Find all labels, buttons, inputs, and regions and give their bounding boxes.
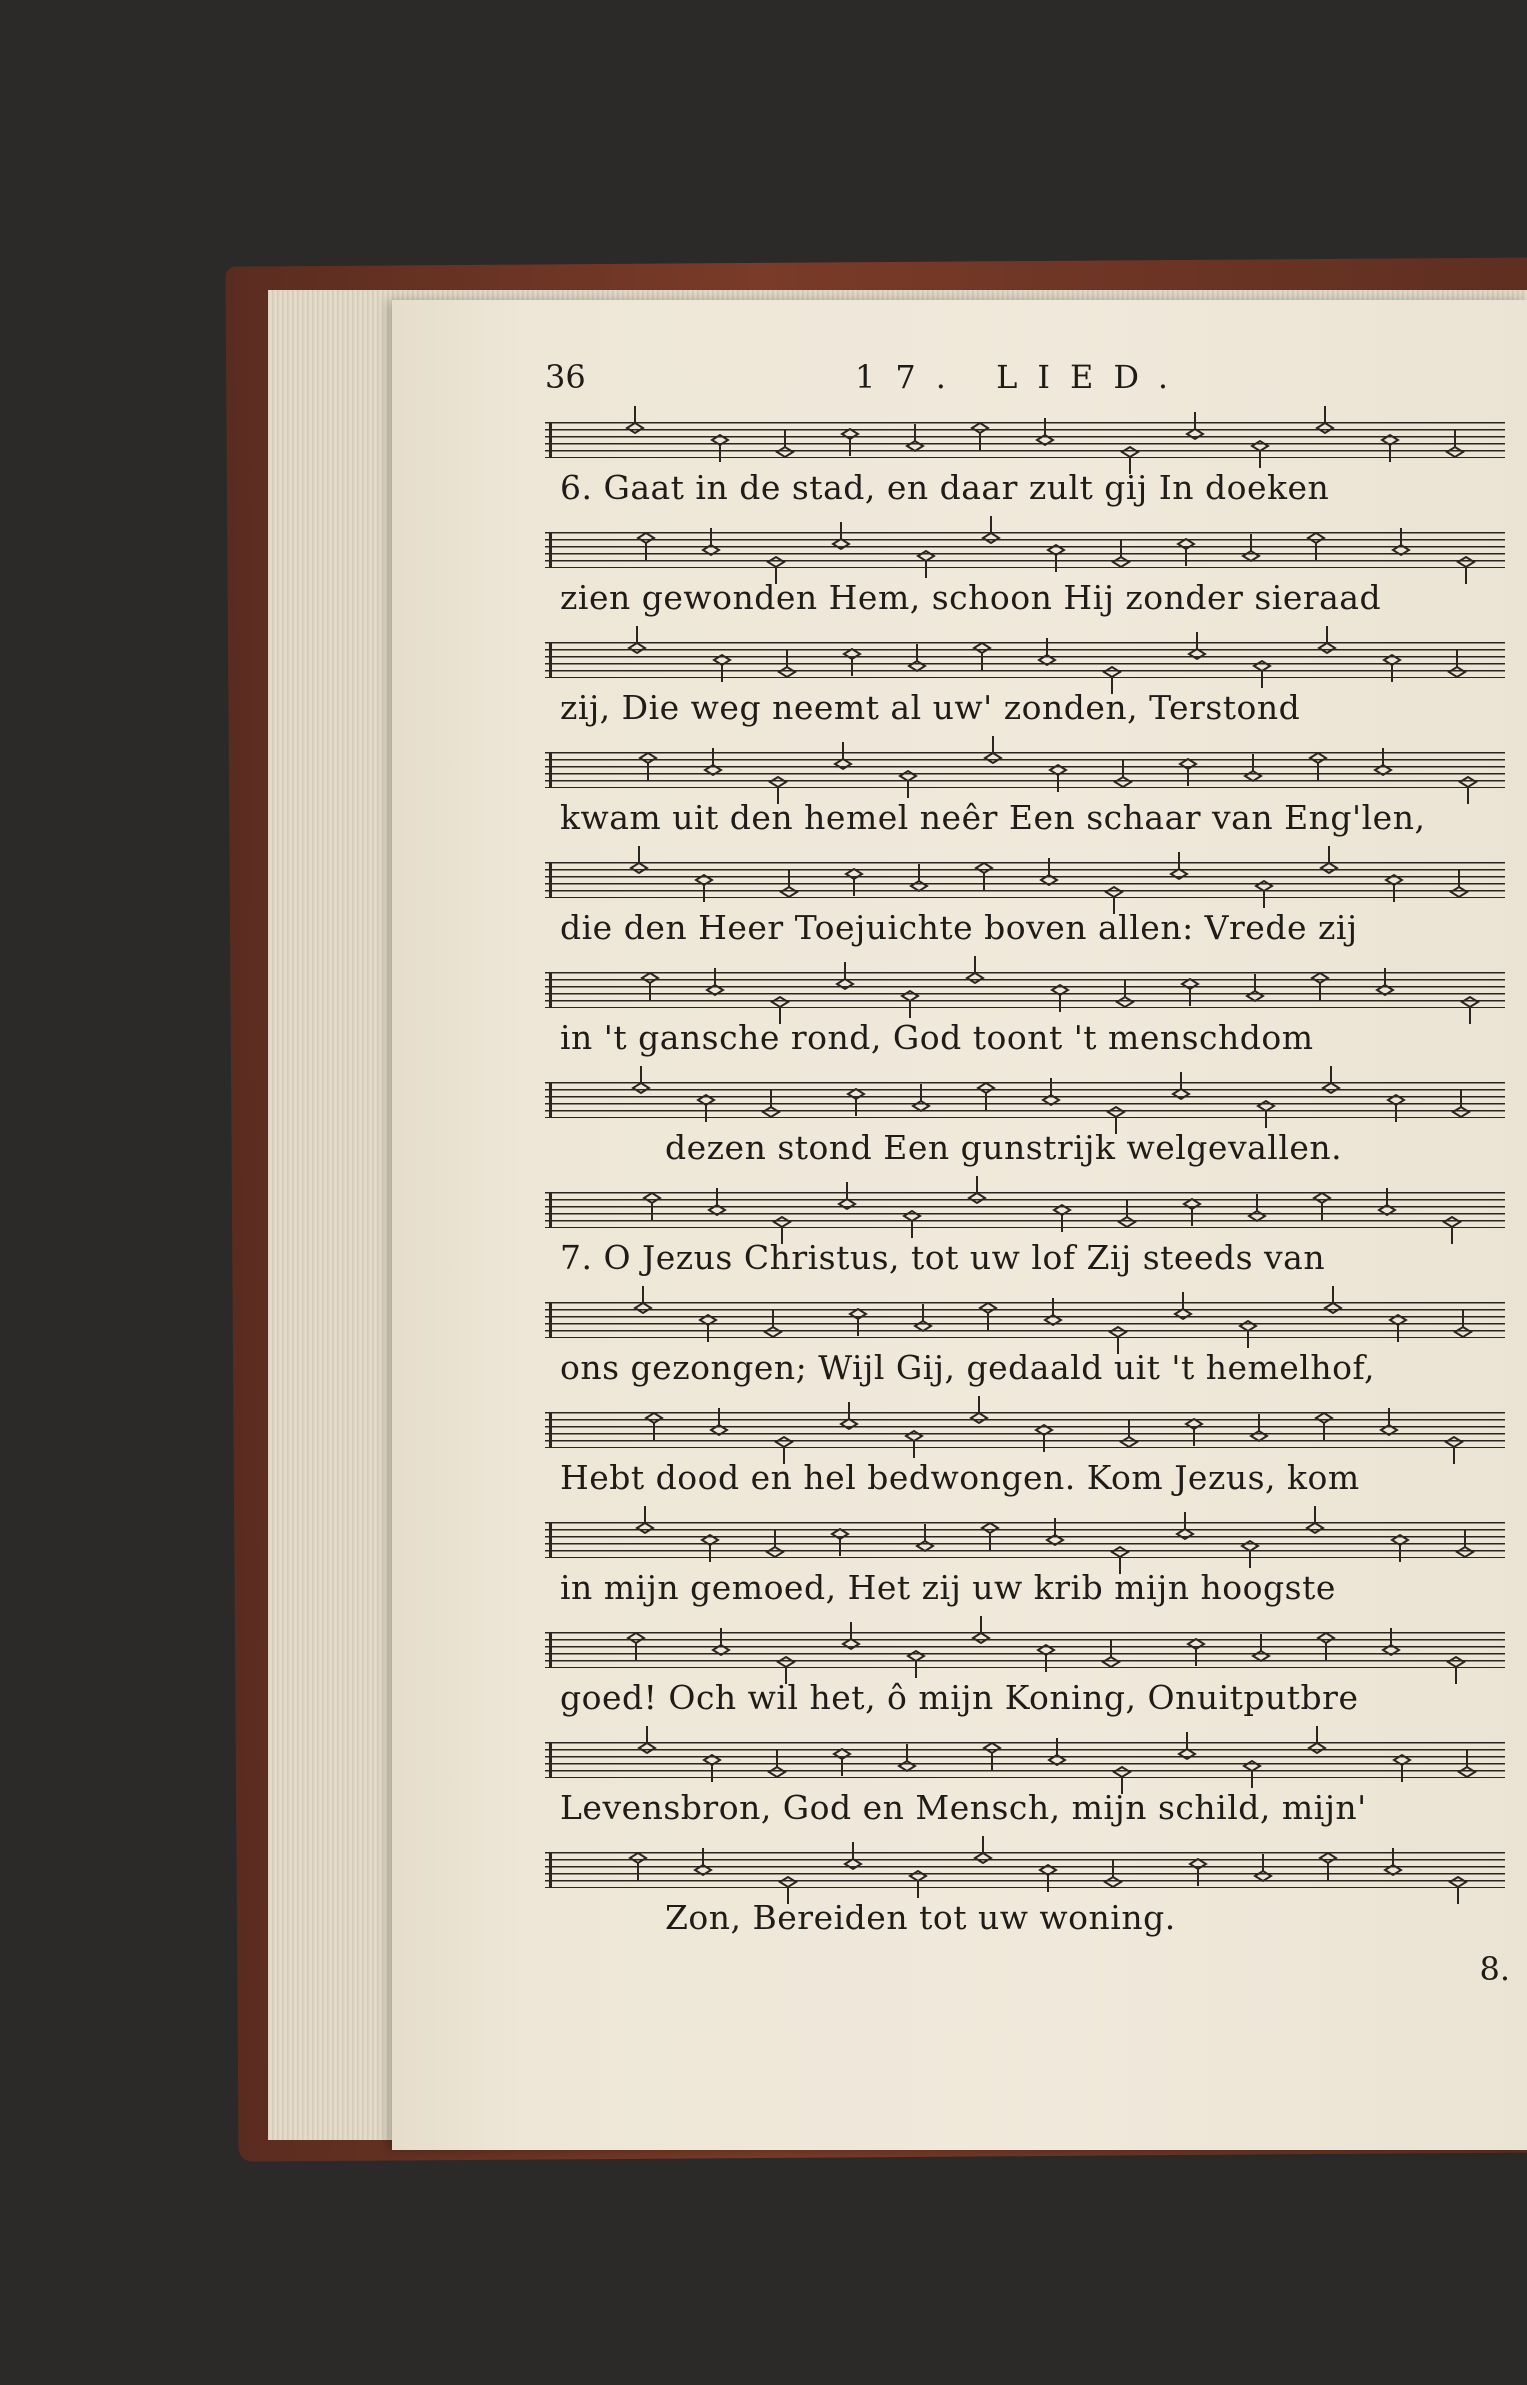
music-staff [545, 1082, 1505, 1118]
note-head-icon [765, 1310, 781, 1337]
note-head-icon [638, 533, 654, 560]
note-head-icon [975, 1836, 991, 1863]
music-staff [545, 972, 1505, 1008]
note-head-icon [835, 742, 851, 769]
note-head-icon [1320, 1853, 1336, 1880]
music-staff [545, 1852, 1505, 1888]
lyric-line: zien gewonden Hem, schoon Hij zonder sieraad [560, 578, 1382, 617]
note-head-icon [1052, 985, 1068, 1012]
lyric-line: zij, Die weg neemt al uw' zonden, Terstond [560, 688, 1301, 727]
music-system [545, 1620, 1505, 1730]
note-head-icon [1256, 881, 1272, 908]
note-head-icon [1393, 528, 1409, 555]
note-head-icon [1321, 846, 1337, 873]
note-head-icon [971, 1396, 987, 1423]
note-head-icon [1103, 1640, 1119, 1667]
note-head-icon [1319, 626, 1335, 653]
note-head-icon [1177, 1512, 1193, 1539]
note-head-icon [978, 1083, 994, 1110]
note-head-icon [983, 516, 999, 543]
music-system [545, 1400, 1505, 1510]
note-head-icon [918, 551, 934, 578]
note-head-icon [1179, 1732, 1195, 1759]
staff-bracket [549, 422, 552, 458]
note-head-icon [906, 1431, 922, 1458]
lyric-line: ons gezongen; Wijl Gij, gedaald uit 't hemelhof, [560, 1348, 1376, 1387]
note-head-icon [848, 1089, 864, 1116]
note-head-icon [1392, 1535, 1408, 1562]
note-head-icon [1190, 1859, 1206, 1886]
note-head-icon [900, 771, 916, 798]
note-head-icon [1045, 1298, 1061, 1325]
note-head-icon [843, 1622, 859, 1649]
note-head-icon [698, 1095, 714, 1122]
note-head-icon [846, 869, 862, 896]
page-content [545, 350, 1510, 2000]
note-head-icon [1323, 1066, 1339, 1093]
lyric-line: Hebt dood en hel bedwongen. Kom Jezus, kom [560, 1458, 1360, 1497]
note-head-icon [1178, 539, 1194, 566]
note-head-icon [917, 1524, 933, 1551]
note-head-icon [837, 962, 853, 989]
note-head-icon [1048, 545, 1064, 572]
note-head-icon [842, 429, 858, 456]
note-head-icon [1037, 418, 1053, 445]
note-head-icon [907, 424, 923, 451]
note-head-icon [1054, 1205, 1070, 1232]
note-head-icon [833, 522, 849, 549]
staff-bracket [549, 1082, 552, 1118]
note-head-icon [1385, 1848, 1401, 1875]
note-head-icon [1318, 1633, 1334, 1660]
note-head-icon [1173, 1072, 1189, 1099]
lyric-line: in 't gansche rond, God toont 't menschdom [560, 1018, 1314, 1057]
note-head-icon [1041, 858, 1057, 885]
note-head-icon [1186, 1419, 1202, 1446]
note-head-icon [1258, 1101, 1274, 1128]
note-head-icon [779, 650, 795, 677]
note-head-icon [1451, 870, 1467, 897]
note-head-icon [980, 1303, 996, 1330]
note-head-icon [1455, 1310, 1471, 1337]
note-head-icon [1113, 540, 1129, 567]
note-head-icon [1249, 1194, 1265, 1221]
staff-bracket [549, 1192, 552, 1228]
note-head-icon [976, 863, 992, 890]
note-head-icon [1240, 1321, 1256, 1348]
note-head-icon [904, 1211, 920, 1238]
note-head-icon [1459, 1750, 1475, 1777]
note-head-icon [1379, 1188, 1395, 1215]
note-head-icon [1040, 1865, 1056, 1892]
music-staff [545, 1742, 1505, 1778]
note-head-icon [839, 1182, 855, 1209]
note-head-icon [1187, 412, 1203, 439]
note-head-icon [1039, 638, 1055, 665]
lyric-line: kwam uit den hemel neêr Een schaar van Eng'len, [560, 798, 1426, 837]
note-head-icon [640, 753, 656, 780]
note-head-icon [850, 1309, 866, 1336]
staff-bracket [549, 1742, 552, 1778]
note-head-icon [1390, 1315, 1406, 1342]
note-head-icon [1457, 1530, 1473, 1557]
music-system [545, 1730, 1505, 1840]
note-head-icon [704, 1755, 720, 1782]
note-head-icon [1309, 1726, 1325, 1753]
note-head-icon [709, 1188, 725, 1215]
note-head-icon [909, 644, 925, 671]
staff-bracket [549, 1852, 552, 1888]
note-head-icon [711, 1408, 727, 1435]
lyric-line: Zon, Bereiden tot uw woning. [665, 1898, 1176, 1937]
note-head-icon [1171, 852, 1187, 879]
music-system [545, 960, 1505, 1070]
note-head-icon [1184, 1199, 1200, 1226]
note-head-icon [763, 1090, 779, 1117]
note-head-icon [832, 1529, 848, 1556]
note-head-icon [1047, 1518, 1063, 1545]
note-head-icon [707, 968, 723, 995]
note-head-icon [974, 643, 990, 670]
note-head-icon [1242, 1541, 1258, 1568]
note-head-icon [1310, 753, 1326, 780]
note-head-icon [695, 1848, 711, 1875]
music-staff [545, 422, 1505, 458]
note-head-icon [1043, 1078, 1059, 1105]
music-system [545, 850, 1505, 960]
note-head-icon [973, 1616, 989, 1643]
note-head-icon [1251, 1414, 1267, 1441]
music-staff [545, 532, 1505, 568]
note-head-icon [1117, 980, 1133, 1007]
note-head-icon [1243, 534, 1259, 561]
note-head-icon [984, 1743, 1000, 1770]
note-head-icon [899, 1744, 915, 1771]
music-staff [545, 1632, 1505, 1668]
note-head-icon [1255, 1854, 1271, 1881]
note-head-icon [712, 435, 728, 462]
music-system [545, 410, 1505, 520]
catchword: 8. [1479, 1950, 1510, 1988]
note-head-icon [627, 406, 643, 433]
lyric-line: goed! Och wil het, ô mijn Koning, Onuitputbre [560, 1678, 1359, 1717]
note-head-icon [637, 1506, 653, 1533]
music-system [545, 520, 1505, 630]
note-head-icon [1180, 759, 1196, 786]
music-system [545, 1840, 1505, 1950]
staff-bracket [549, 1522, 552, 1558]
staff-bracket [549, 972, 552, 1008]
note-head-icon [913, 1084, 929, 1111]
staff-bracket [549, 1632, 552, 1668]
note-head-icon [1317, 406, 1333, 433]
note-head-icon [1254, 661, 1270, 688]
music-system [545, 1510, 1505, 1620]
note-head-icon [908, 1651, 924, 1678]
note-head-icon [1188, 1639, 1204, 1666]
note-head-icon [1049, 1738, 1065, 1765]
lyric-line: Levensbron, God en Mensch, mijn schild, mijn' [560, 1788, 1367, 1827]
note-head-icon [915, 1304, 931, 1331]
note-head-icon [1121, 1420, 1137, 1447]
note-head-icon [1381, 1408, 1397, 1435]
lyric-line: in mijn gemoed, Het zij uw krib mijn hoogste [560, 1568, 1336, 1607]
lyric-line: 6. Gaat in de stad, en daar zult gij In doeken [560, 468, 1330, 507]
music-system [545, 630, 1505, 740]
note-head-icon [1307, 1506, 1323, 1533]
note-head-icon [1394, 1755, 1410, 1782]
note-head-icon [696, 875, 712, 902]
note-head-icon [1038, 1645, 1054, 1672]
note-head-icon [1453, 1090, 1469, 1117]
note-head-icon [844, 649, 860, 676]
note-head-icon [1119, 1200, 1135, 1227]
note-head-icon [700, 1315, 716, 1342]
note-head-icon [1384, 655, 1400, 682]
staff-bracket [549, 1302, 552, 1338]
note-head-icon [967, 956, 983, 983]
note-head-icon [910, 1871, 926, 1898]
note-head-icon [781, 870, 797, 897]
music-staff [545, 752, 1505, 788]
music-staff [545, 1302, 1505, 1338]
note-head-icon [646, 1413, 662, 1440]
note-head-icon [1377, 968, 1393, 995]
note-head-icon [635, 1286, 651, 1313]
note-head-icon [1050, 765, 1066, 792]
note-head-icon [1036, 1425, 1052, 1452]
note-head-icon [1244, 1761, 1260, 1788]
page-header [545, 350, 1505, 410]
note-head-icon [1314, 1193, 1330, 1220]
note-head-icon [1253, 1634, 1269, 1661]
note-head-icon [902, 991, 918, 1018]
music-system [545, 1290, 1505, 1400]
note-head-icon [1388, 1095, 1404, 1122]
note-head-icon [642, 973, 658, 1000]
lyric-line: die den Heer Toejuichte boven allen: Vrede zij [560, 908, 1358, 947]
note-head-icon [629, 626, 645, 653]
note-head-icon [1252, 441, 1268, 468]
note-head-icon [1325, 1286, 1341, 1313]
note-head-icon [1386, 875, 1402, 902]
note-head-icon [841, 1402, 857, 1429]
note-head-icon [769, 1750, 785, 1777]
note-head-icon [714, 655, 730, 682]
note-head-icon [631, 846, 647, 873]
note-head-icon [1382, 435, 1398, 462]
note-head-icon [702, 1535, 718, 1562]
lyric-line: dezen stond Een gunstrijk welgevallen. [665, 1128, 1343, 1167]
music-staff [545, 1522, 1505, 1558]
note-head-icon [1312, 973, 1328, 1000]
note-head-icon [628, 1633, 644, 1660]
note-head-icon [767, 1530, 783, 1557]
music-system [545, 1070, 1505, 1180]
note-head-icon [1316, 1413, 1332, 1440]
note-head-icon [705, 748, 721, 775]
note-head-icon [1383, 1628, 1399, 1655]
note-head-icon [1375, 748, 1391, 775]
note-head-icon [630, 1853, 646, 1880]
staff-bracket [549, 532, 552, 568]
note-head-icon [834, 1749, 850, 1776]
note-head-icon [1105, 1860, 1121, 1887]
music-staff [545, 1412, 1505, 1448]
staff-bracket [549, 1412, 552, 1448]
note-head-icon [1189, 632, 1205, 659]
note-head-icon [911, 864, 927, 891]
staff-bracket [549, 752, 552, 788]
note-head-icon [644, 1193, 660, 1220]
note-head-icon [1449, 650, 1465, 677]
note-head-icon [639, 1726, 655, 1753]
staff-bracket [549, 862, 552, 898]
note-head-icon [1247, 974, 1263, 1001]
note-head-icon [703, 528, 719, 555]
note-head-icon [1308, 533, 1324, 560]
music-staff [545, 862, 1505, 898]
note-head-icon [1182, 979, 1198, 1006]
note-head-icon [1115, 760, 1131, 787]
staff-bracket [549, 642, 552, 678]
note-head-icon [1245, 754, 1261, 781]
lyric-line: 7. O Jezus Christus, tot uw lof Zij steeds van [560, 1238, 1326, 1277]
music-system [545, 1180, 1505, 1290]
note-head-icon [1175, 1292, 1191, 1319]
note-head-icon [633, 1066, 649, 1093]
note-head-icon [1447, 430, 1463, 457]
page-number: 36 [545, 358, 586, 396]
note-head-icon [985, 736, 1001, 763]
note-head-icon [777, 430, 793, 457]
note-head-icon [845, 1842, 861, 1869]
running-title: 17. LIED. [855, 358, 1188, 396]
music-system [545, 740, 1505, 850]
music-staff [545, 642, 1505, 678]
note-head-icon [969, 1176, 985, 1203]
note-head-icon [982, 1523, 998, 1550]
note-head-icon [972, 423, 988, 450]
note-head-icon [713, 1628, 729, 1655]
music-staff [545, 1192, 1505, 1228]
